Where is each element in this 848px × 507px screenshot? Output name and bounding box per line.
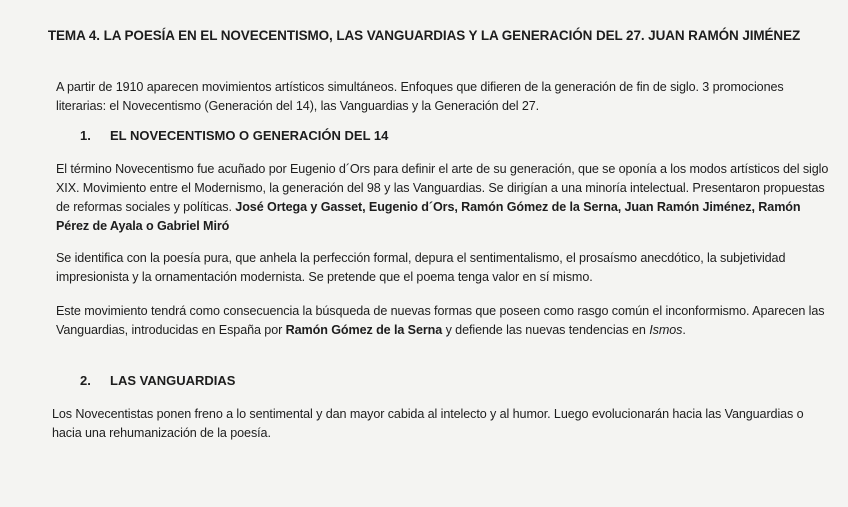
section-2-heading (80, 372, 235, 390)
section-1-p3-end: . (682, 323, 686, 337)
section-1-title: EL NOVECENTISMO O GENERACIÓN DEL 14 (110, 128, 389, 143)
section-2-paragraph-1: Los Novecentistas ponen freno a lo sentimental y dan mayor cabida al intelecto y al humor. Luego evolucionarán hacia las Vanguardias o hacia una rehumanización de la poesía. (52, 407, 804, 440)
section-1-number: 1. (80, 128, 91, 143)
section-2-title: LAS VANGUARDIAS (110, 373, 236, 388)
section-1-p1-authors: José Ortega y Gasset, Eugenio d´Ors, Ramón Gómez de la Serna, Juan Ramón Jiménez, Ramón Pérez de Ayala o Gabriel Miró (56, 200, 801, 233)
section-1-paragraph-2: Se identifica con la poesía pura, que anhela la perfección formal, depura el sentimentalismo, el prosaísmo anecdótico, la subjetividad impresionista y la ornamentación modernista. Se pretende que el poema tenga valor en sí mismo. (56, 251, 786, 284)
section-1-p1-text: El término Novecentismo fue acuñado por Eugenio d´Ors para definir el arte de su generación, que se oponía a los modos artísticos del siglo XIX. Movimiento entre el Modernismo, la generación del 98 y las Vanguardias. Se dirigían a una minoría intelectual. Presentaron propuestas de reformas sociales y políticas. (56, 162, 829, 214)
section-2-number: 2. (80, 373, 91, 388)
section-1-p3-bold: Ramón Gómez de la Serna (285, 323, 443, 337)
section-1-p3-b: y defiende las nuevas tendencias en (442, 323, 650, 337)
document-title: TEMA 4. LA POESÍA EN EL NOVECENTISMO, LAS VANGUARDIAS Y LA GENERACIÓN DEL 27. JUAN RAMÓN JIMÉNEZ (47, 28, 801, 43)
section-1-p3-italic: Ismos (649, 323, 683, 337)
section-1-paragraph-3 (56, 302, 836, 340)
intro-paragraph: A partir de 1910 aparecen movimientos artísticos simultáneos. Enfoques que difieren de la generación de fin de siglo. 3 promociones literarias: el Novecentismo (Generación del 14), las Vanguardias y la Generación del 27. (56, 80, 784, 113)
section-1-p3-a: Este movimiento tendrá como consecuencia la búsqueda de nuevas formas que poseen como rasgo común el inconformismo. Aparecen las Vanguardias, introducidas en España por (56, 304, 825, 337)
section-1-heading (80, 127, 388, 145)
section-1-paragraph-1 (56, 160, 836, 236)
